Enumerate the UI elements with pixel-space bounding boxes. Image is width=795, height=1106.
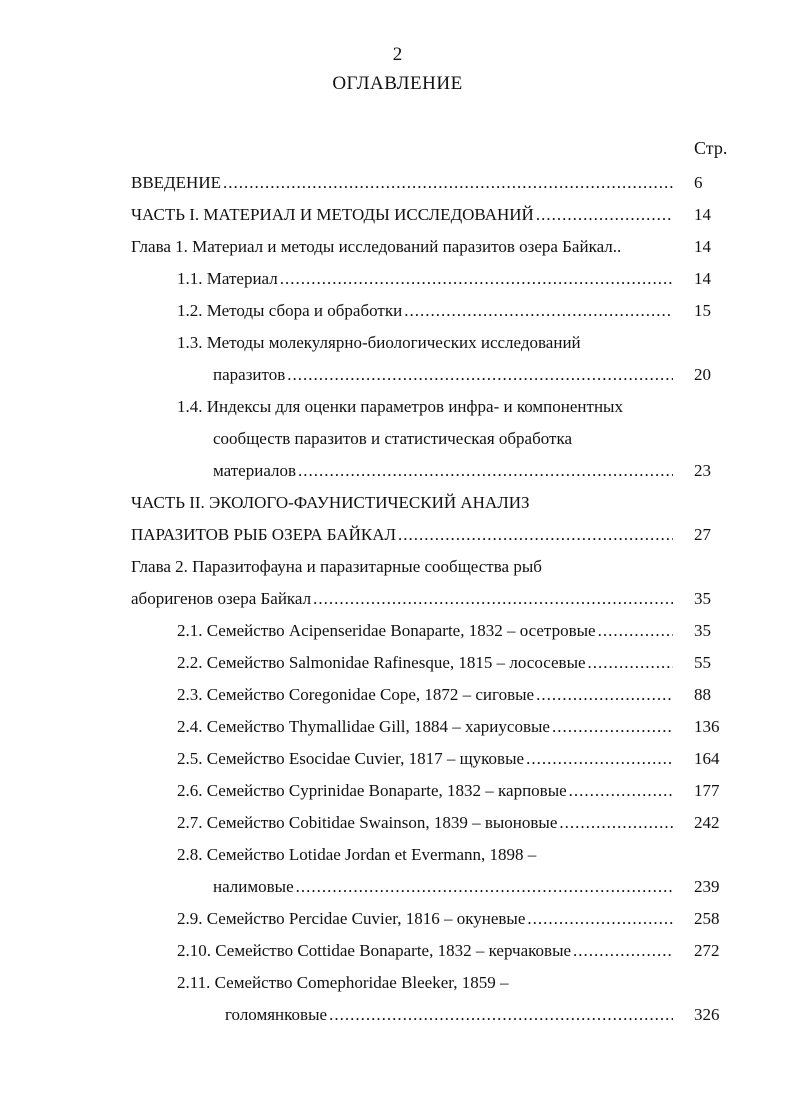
toc-page-number: 14 bbox=[694, 269, 711, 288]
toc-page-number: 35 bbox=[694, 589, 711, 608]
toc-page-number: 20 bbox=[694, 365, 711, 384]
leader-dots bbox=[527, 909, 673, 929]
toc-line[interactable]: ЧАСТЬ II. ЭКОЛОГО-ФАУНИСТИЧЕСКИЙ АНАЛИЗ bbox=[131, 493, 530, 512]
toc-line[interactable]: Глава 2. Паразитофауна и паразитарные сообщества рыб bbox=[131, 557, 542, 576]
page-column-header: Стр. bbox=[694, 138, 728, 158]
leader-dots bbox=[598, 621, 673, 641]
leader-dots bbox=[398, 525, 673, 545]
toc-line[interactable]: 2.7. Семейство Cobitidae Swainson, 1839 – выоновые ..... bbox=[177, 803, 675, 833]
leader-dots bbox=[280, 269, 673, 289]
toc-line[interactable]: 1.1. Материал ..... bbox=[177, 259, 675, 289]
toc-line[interactable]: 2.4. Семейство Thymallidae Gill, 1884 – хариусовые ..... bbox=[177, 707, 675, 737]
leader-dots bbox=[588, 653, 673, 673]
leader-dots bbox=[287, 365, 673, 385]
toc-line[interactable]: 2.2. Семейство Salmonidae Rafinesque, 1815 – лососевые ..... bbox=[177, 643, 675, 673]
toc-title: ОГЛАВЛЕНИЕ bbox=[332, 73, 463, 94]
toc-line-continuation[interactable]: голомянковые ..... bbox=[225, 995, 675, 1025]
toc-line[interactable]: 1.4. Индексы для оценки параметров инфра- и компонентных bbox=[177, 397, 623, 416]
leader-dots bbox=[536, 205, 673, 225]
toc-page-number: 14 bbox=[694, 205, 711, 224]
toc-line[interactable]: 2.11. Семейство Comephoridae Bleeker, 1859 – bbox=[177, 973, 509, 992]
toc-page-number: 242 bbox=[694, 813, 720, 832]
toc-line[interactable]: 2.6. Семейство Cyprinidae Bonaparte, 1832 – карповые ..... bbox=[177, 771, 675, 801]
toc-page-number: 23 bbox=[694, 461, 711, 480]
toc-line-continuation[interactable]: ПАРАЗИТОВ РЫБ ОЗЕРА БАЙКАЛ ..... bbox=[131, 515, 675, 545]
leader-dots bbox=[573, 941, 673, 961]
toc-page-number: 239 bbox=[694, 877, 720, 896]
toc-page-number: 272 bbox=[694, 941, 720, 960]
page-number: 2 bbox=[392, 44, 403, 65]
toc-line[interactable]: ЧАСТЬ I. МАТЕРИАЛ И МЕТОДЫ ИССЛЕДОВАНИЙ ..... bbox=[131, 195, 675, 225]
leader-dots bbox=[313, 589, 673, 609]
leader-dots bbox=[569, 781, 673, 801]
toc-line[interactable]: 1.2. Методы сбора и обработки ..... bbox=[177, 291, 675, 321]
leader-dots bbox=[329, 1005, 673, 1025]
leader-dots bbox=[536, 685, 673, 705]
toc-page-number: 136 bbox=[694, 717, 720, 736]
toc-page-number: 27 bbox=[694, 525, 711, 544]
toc-line[interactable]: 2.1. Семейство Acipenseridae Bonaparte, 1832 – осетровые ..... bbox=[177, 611, 675, 641]
leader-dots bbox=[526, 749, 673, 769]
toc-line[interactable]: 2.10. Семейство Cottidae Bonaparte, 1832 – керчаковые ..... bbox=[177, 931, 675, 961]
toc-line-continuation[interactable]: налимовые ..... bbox=[213, 867, 675, 897]
toc-page-number: 55 bbox=[694, 653, 711, 672]
toc-line-continuation[interactable]: материалов ..... bbox=[213, 451, 675, 481]
toc-page-number: 35 bbox=[694, 621, 711, 640]
toc-page-number: 15 bbox=[694, 301, 711, 320]
toc-line[interactable]: Глава 1. Материал и методы исследований паразитов озера Байкал.. bbox=[131, 237, 622, 256]
toc-page-number: 6 bbox=[694, 173, 703, 192]
toc-line[interactable]: 1.3. Методы молекулярно-биологических исследований bbox=[177, 333, 581, 352]
toc-line[interactable]: 2.3. Семейство Coregonidae Cope, 1872 – сиговые ..... bbox=[177, 675, 675, 705]
toc-line[interactable]: 2.9. Семейство Percidae Cuvier, 1816 – окуневые ..... bbox=[177, 899, 675, 929]
leader-dots bbox=[552, 717, 673, 737]
toc-page-number: 164 bbox=[694, 749, 720, 768]
leader-dots bbox=[223, 173, 673, 193]
toc-line[interactable]: ВВЕДЕНИЕ ..... bbox=[131, 163, 675, 193]
toc-page-number: 326 bbox=[694, 1005, 720, 1024]
toc-line-continuation[interactable]: аборигенов озера Байкал ..... bbox=[131, 579, 675, 609]
toc-line[interactable]: 2.8. Семейство Lotidae Jordan et Evermann, 1898 – bbox=[177, 845, 537, 864]
leader-dots bbox=[559, 813, 673, 833]
toc-line[interactable]: 2.5. Семейство Esocidae Cuvier, 1817 – щуковые ..... bbox=[177, 739, 675, 769]
leader-dots bbox=[296, 877, 673, 897]
toc-page-number: 177 bbox=[694, 781, 720, 800]
toc-page-number: 258 bbox=[694, 909, 720, 928]
toc-line-continuation[interactable]: сообществ паразитов и статистическая обработка bbox=[213, 429, 573, 448]
leader-dots bbox=[404, 301, 673, 321]
toc-page-number: 88 bbox=[694, 685, 711, 704]
leader-dots bbox=[298, 461, 673, 481]
toc-line-continuation[interactable]: паразитов ..... bbox=[213, 355, 675, 385]
toc-page-number: 14 bbox=[694, 237, 711, 256]
